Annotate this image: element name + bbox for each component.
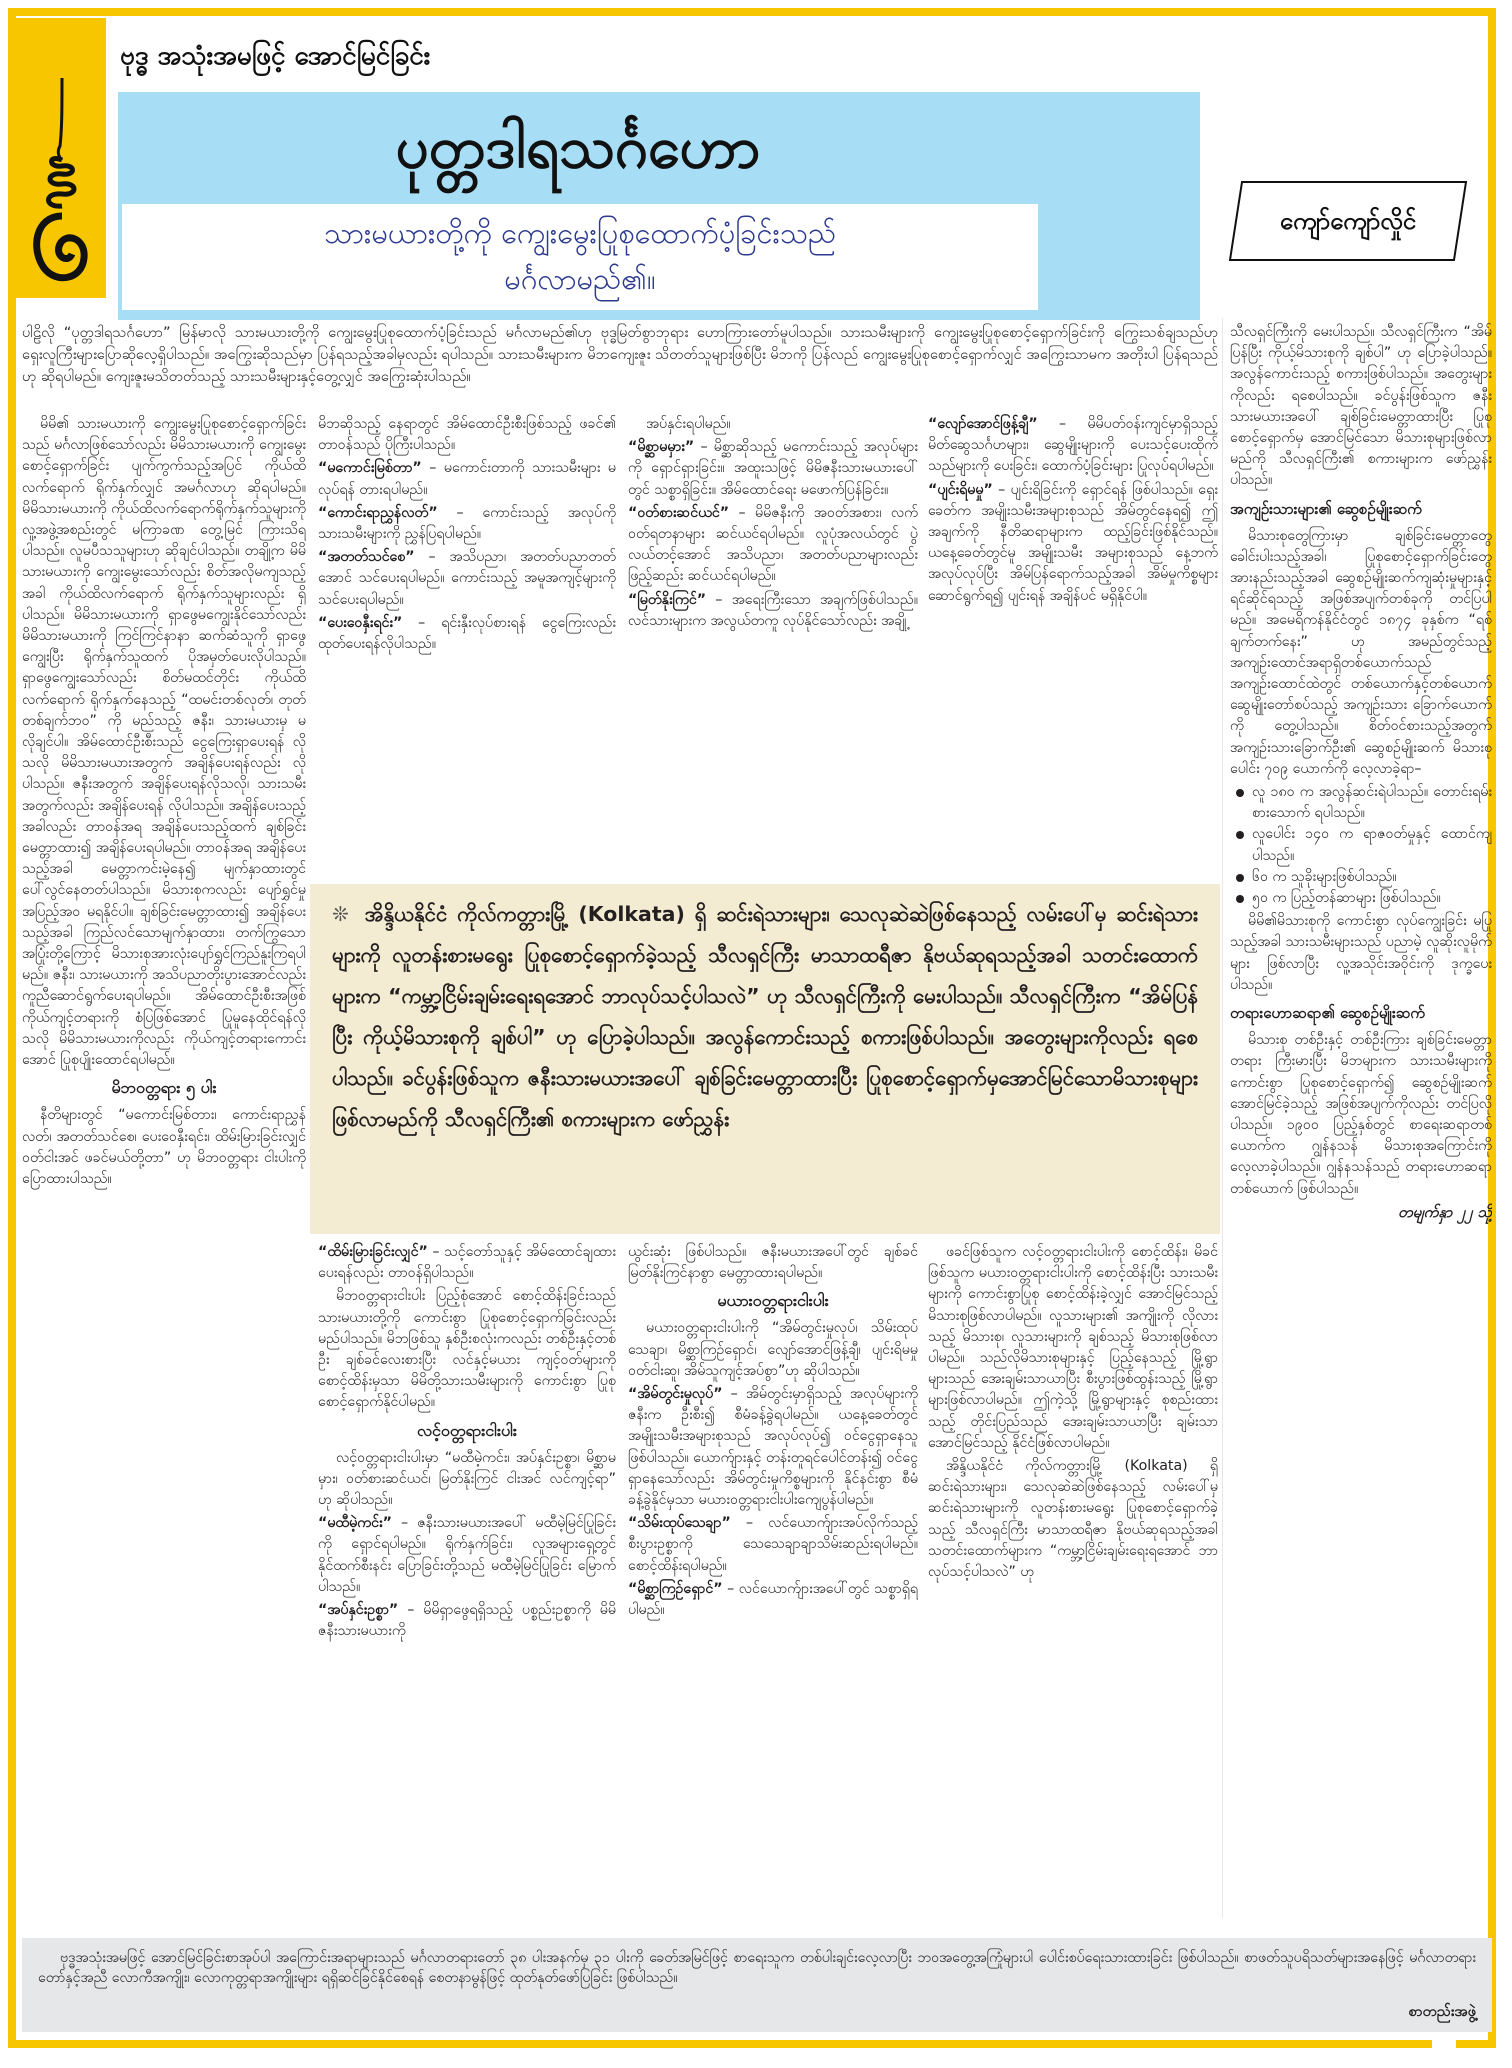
column-4-lower — [928, 1242, 1218, 1922]
term-desc: – အရေးကြီးသော အချက်ဖြစ်ပါသည်။ လင်သားများက အလွယ်တကူ လုပ်နိုင်သော်လည်း အချို့ — [628, 591, 918, 629]
term: “ထိမ်းမြားခြင်းလျှင်” — [318, 1244, 428, 1260]
term-item — [318, 1242, 616, 1284]
author-badge — [1228, 180, 1468, 262]
term-item — [928, 480, 1218, 607]
term-item — [318, 458, 616, 500]
term: “မိစ္ဆာမမှား” — [628, 439, 695, 456]
author-name: ကျော်ကျော်လှိုင် — [1279, 207, 1417, 235]
article-subtitle — [122, 210, 1038, 302]
term-desc: – လင်ယောက်ျားအပ်လိုက်သည့် စီးပွားဥစ္စာကို သေသေချာချာသိမ်းဆည်းရပါမည်။ စောင့်ထိန်းရပါမည်။ — [628, 1515, 918, 1574]
term: “မထီမဲ့ကင်း” — [318, 1515, 392, 1532]
list-item: လူပေါင်း ၁၄၀ က ရာဇဝတ်မှုနှင့် ထောင်ကျပါသည်။ — [1230, 824, 1492, 866]
asterisk-icon: ❊ — [332, 902, 349, 926]
term: “မကောင်းမြစ်တာ” — [318, 460, 422, 477]
column-1 — [22, 414, 306, 1914]
term-desc: – သင့်တော်သူနှင့် အိမ်ထောင်ချထားပေးရန်လည်း တာဝန်ရှိပါသည်။ — [318, 1244, 616, 1282]
paragraph: မိမိ၏မိသားစုကို ကောင်းစွာ လုပ်ကျွေးခြင်း မပြုသည့်အခါ သားသမီးများသည် ပညာမဲ့ လူဆိုးလူမိုက်များ ဖြစ်လာပြီး လူ့အသိုင်းအဝိုင်းကို ဒုက္ခပေးပါသည်။ — [1230, 913, 1492, 993]
subtitle-line-1: သားမယားတို့ကို ကျွေးမွေးပြုစုထောက်ပံ့ခြင်းသည် — [324, 216, 836, 250]
paragraph: မိသားစု တစ်ဦးနှင့် တစ်ဦးကြား ချစ်ခြင်းမေတ္တာတရား ကြီးမားပြီး မိဘများက သားသမီးများကို ကောင်းစွာ ပြုစုစောင့်ရှောက်၍ ဆွေစဉ်မျိုးဆက် အောင်မြင်ခဲ့သည့် အဖြစ်အပျက်ကိုလည်း တင်ပြလိုပါသည်။ ၁၉၀၀ ပြည့်နှစ်တွင် စာရေးဆရာတစ်ယောက်က ဂျွန်နသန် မိသားစုအကြောင်းကို လေ့လာခဲ့ပါသည်။ ဂျွန်နသန်သည် တရားဟောဆရာ တစ်ယောက် ဖြစ်ပါသည်။ — [1230, 1032, 1492, 1197]
paragraph: မိဘဆိုသည့် နေရာတွင် အိမ်ထောင်ဦးစီးဖြစ်သည့် ဖခင်၏ တာဝန်သည် ပိုကြီးပါသည်။ — [318, 416, 616, 454]
term-item — [928, 414, 1218, 478]
term-desc: – ဇနီးသားမယားအပေါ် မထီမဲ့မြင်ပြုခြင်းကို ရှောင်ရပါမည်။ ရိုက်နှက်ခြင်း၊ လူအများရှေ့တွင် နိုင်ထက်စီးနင်း ပြောခြင်းတို့သည် မထီမဲ့မြင်ပြုခြင်း မြောက်ပါသည်။ — [318, 1515, 616, 1595]
term-item — [318, 613, 616, 655]
term-desc: – ပျင်းရိခြင်းကို ရှောင်ရန် ဖြစ်ပါသည်။ ရှေးခေတ်က အမျိုးသမီးအများစုသည် အိမ်တွင်နေရ၍ ဤအချက်ကို နီတိဆရာများက ထည့်ခြင်းဖြစ်နိုင်သည်။ ယနေ့ခေတ်တွင်မူ အမျိုးသမီး အများစုသည် နေ့ဘက်အလုပ်လုပ်ပြီး အိမ်ပြန်ရောက်သည့်အခါ အိမ်မှုကိစ္စများဆောင်ရွက်ရ၍ ပျင်းရန် အချိန်ပင် မရှိနိုင်ပါ။ — [928, 481, 1218, 604]
term-desc: – ကောင်းသည့် အလုပ်ကို သားသမီးများကို ညွှန်ပြရပါမည်။ — [318, 504, 616, 543]
term-item — [318, 547, 616, 611]
term-item — [628, 1579, 918, 1621]
paragraph: သီလရှင်ကြီးကို မေးပါသည်။ သီလရှင်ကြီးက “အိမ်ပြန်ပြီး ကိုယ့်မိသားစုကို ချစ်ပါ” ဟု ပြောခဲ့ပါသည်။ အလွန်ကောင်းသည့် စကားဖြစ်ပါသည်။ အတွေးများကိုလည်း ရစေပါသည်။ ခင်ပွန်းဖြစ်သူက ဇနီးသားမယားအပေါ် ချစ်ခြင်းမေတ္တာထားပြီး ပြုစုစောင့်ရှောက်မှ အောင်မြင်သော မိသားစုများဖြစ်လာမည်ကို သီလရှင်ကြီး၏ စကားများက ဖော်ညွှန်းပါသည်။ — [1230, 324, 1492, 489]
paragraph: မိမိ၏ သားမယားကို ကျွေးမွေးပြုစုစောင့်ရှောက်ခြင်းသည် မင်္ဂလာဖြစ်သော်လည်း မိမိသားမယားကို ကျွေးမွေးစောင့်ရှောက်ခြင်း ပျက်ကွက်သည့်အပြင် ကိုယ်ထိလက်ရောက် ရိုက်နှက်လျှင် အမင်္ဂလာဟု ဆိုရပါမည်။ မိမိသားမယားကို ကိုယ်ထိလက်ရောက်ရိုက်နှက်သူများကို လူ့အဖွဲ့အစည်းတွင် မကြာခဏ တွေ့မြင် ကြားသိရပါသည်။ လူမပီသသူများဟု ဆိုချင်ပါသည်။ တချို့က မိမိသားမယားကို ကျွေးမွေးသော်လည်း စိတ်အလိုမကျသည့်အခါ ကိုယ်ထိလက်ရောက် ရိုက်နှက်သူများလည်း ရှိပါသည်။ မိမိသားမယားကို ရှာဖွေမကျွေးနိုင်သော်လည်း မိမိသားမယားကို ကြင်ကြင်နာနာ ဆက်ဆံသူကို ရှာဖွေကျွေးပြီး ရိုက်နှက်သူထက် ပိုအမှတ်ပေးလိုပါသည်။ ရှာဖွေကျွေးသော်လည်း စိတ်မထင်တိုင်း ကိုယ်ထိလက်ရောက် ရိုက်နှက်နေသည့် “ထမင်းတစ်လုတ်၊ တုတ်တစ်ချက်ဘဝ” ကို မည်သည့် ဇနီး၊ သားမယားမှ မလိုချင်ပါ။ အိမ်ထောင်ဦးစီးသည် ငွေကြေးရှာပေးရန် လိုသလို မိမိသားမယားအတွက် အချိန်ပေးရန်လည်း လိုပါသည်။ ဇနီးအတွက် အချိန်ပေးရန်လိုသလို၊ သားသမီးအတွက်လည်း အချိန်ပေးရန် လိုပါသည်။ အချိန်ပေးသည့်အခါလည်း တာဝန်အရ အချိန်ပေးသည့်ထက် ချစ်ခြင်းမေတ္တာထား၍ အချိန်ပေးရပါမည်။ တာဝန်အရ အချိန်ပေးသည့်အခါ မေတ္တာကင်းမဲ့နေ၍ မျက်နှာထားတွင် ပေါ်လွင်နေတတ်ပါသည်။ မိသားစုကလည်း ပျော်ရွှင်မှုအပြည့်အဝ မရနိုင်ပါ။ ချစ်ခြင်းမေတ္တာထား၍ အချိန်ပေးသည့်အခါ ကြည်လင်သောမျက်နှာထား၊ တက်ကြွသော အပြုံးတို့ကြောင့် မိသားစုအားလုံးပျော်ရွှင်ကြည်နူးကြရပါမည်။ ဇနီး၊ သားမယားကို အသိပညာတိုးပွားအောင်လည်း ကူညီဆောင်ရွက်ပေးရပါမည်။ အိမ်ထောင်ဦးစီးအဖြစ် ကိုယ်ကျင့်တရားကို စံပြဖြစ်အောင် ပြုမူနေထိုင်ရန်လိုသလို မိမိသားမယားကိုလည်း ကိုယ်ကျင့်တရားကောင်းအောင် ပြုစုပျိုးထောင်ရပါမည်။ — [22, 416, 306, 1069]
term: “အိမ်တွင်းမှုလုပ်” — [628, 1386, 723, 1403]
term: “အပ်နှင်းဥစ္စာ” — [318, 1602, 399, 1619]
section-heading: လင့်ဝတ္တရားငါးပါး — [417, 1420, 517, 1440]
term: “အတတ်သင်စေ” — [318, 549, 415, 566]
emblem-panel — [16, 18, 106, 298]
term-desc: – မိမိဇနီးကို အဝတ်အစား၊ လက်ဝတ်ရတနာများ ဆင်ယင်ရပါမည်။ လူပုံအလယ်တွင် ပွဲလယ်တင့်အောင် အသိပညာ၊ အတတ်ပညာများလည်း ဖြည့်ဆည်း ဆင်ယင်ရပါမည်။ — [628, 504, 918, 585]
emblem-icon — [16, 18, 106, 298]
term-desc: – မကောင်းတာကို သားသမီးများ မလုပ်ရန် တားရပါမည်။ — [318, 460, 616, 498]
list-item: ၅၀ က ပြည့်တန်ဆာများ ဖြစ်ပါသည်။ — [1230, 888, 1492, 909]
term-item — [628, 1513, 918, 1577]
term: “ပေးဝေနှီးရင်း” — [318, 614, 403, 631]
section-heading: အကျဉ်းသားများ၏ ဆွေစဉ်မျိုးဆက် — [1230, 499, 1422, 518]
article-title: ပုတ္တဒါရသင်္ဂဟော — [395, 113, 761, 181]
editor-note — [22, 1938, 1492, 2032]
lead-text: ပါဠိလို “ပုတ္တဒါရသင်္ဂဟော” မြန်မာလို သားမယားတို့ကို ကျွေးမွေးပြုစုထောက်ပံ့ခြင်းသည် မင်္ဂလာမည်၏ဟု ဗုဒ္ဓမြတ်စွာဘုရား ဟောကြားတော်မူပါသည်။ သားသမီးများကို ကျွေးမွေးပြုစုစောင့်ရှောက်ခြင်းကို ကြွေးသစ်ချသည်ဟုရှေးလူကြီးများပြောဆိုလေ့ရှိပါသည်။ အကြွေးဆိုသည်မှာ ပြန်ရသည့်အခါမှလည်း ရပါသည်။ သားသမီးများက မိဘကျေးဇူး သိတတ်သူများဖြစ်ပြီး မိဘကို ပြန်လည် ကျွေးမွေးပြုစုစောင့်ရှောက်လျှင် အကြွေးသာမက အတိုးပါ ပြန်ရသည်ဟု ဆိုရပါမည်။ ကျေးဇူးမသိတတ်သည့် သားသမီးများနှင့်တွေ့လျှင် အကြွေးဆုံးပါသည်။ — [22, 324, 1218, 385]
subtitle-box — [122, 204, 1038, 310]
term: “ကောင်းရာညွှန်လတ်” — [318, 504, 438, 521]
lead-paragraph — [22, 322, 1218, 388]
paragraph: မိဘဝတ္တရားငါးပါး ပြည့်စုံအောင် စောင့်ထိန်းခြင်းသည် သားမယားတို့ကို ကောင်းစွာ ပြုစုစောင့်ရှောက်ခြင်းလည်း မည်ပါသည်။ မိဘဖြစ်သူ နှစ်ဦးစလုံးကလည်း တစ်ဦးနှင့်တစ်ဦး ချစ်ခင်လေးစားပြီး လင်နှင့်မယား ကျင့်ဝတ်များကို စောင့်ထိန်းမှသာ မိမိတို့သားသမီးများကို ကောင်းစွာ ပြုစုစောင့်ရှောက်နိုင်ပါမည်။ — [318, 1288, 616, 1411]
paragraph: မိသားစုတွေကြားမှာ ချစ်ခြင်းမေတ္တာတွေ ခေါင်းပါးသည့်အခါ၊ ပြုစုစောင့်ရှောက်ခြင်းတွေ အားနည်းသည့်အခါ ဆွေစဉ်မျိုးဆက်ကျဆုံးမှုများနှင့် ရင်ဆိုင်ရသည့် အဖြစ်အပျက်တစ်ခုကို တင်ပြပါမည်။ အမေရိကန်နိုင်ငံတွင် ၁၈၇၄ ခုနှစ်က “ရစ်ချက်တက်နေး” ဟု အမည်တွင်သည့် အကျဉ်းထောင်အရာရှိတစ်ယောက်သည် အကျဉ်းထောင်ထဲတွင် တစ်ယောက်နှင့်တစ်ယောက် ဆွေမျိုးတော်စပ်သည့် အကျဉ်းသား ခြောက်ယောက်ကို တွေ့ပါသည်။ စိတ်ဝင်စားသည့်အတွက် အကျဉ်းသားခြောက်ဦး၏ ဆွေစဉ်မျိုးဆက် မိသားစုပေါင်း ၇၀၉ ယောက်ကို လေ့လာခဲ့ရာ– — [1230, 527, 1492, 777]
term-desc: – အိမ်တွင်းမှာရှိသည့် အလုပ်များကို ဇနီးက ဦးစီး၍ စီမံခန့်ခွဲရပါမည်။ ယနေ့ခေတ်တွင် အမျိုးသမီးအများစုသည် အလုပ်လုပ်၍ ဝင်ငွေရှာနေသူ ဖြစ်ပါသည်။ ယောက်ျားနှင့် တန်းတူရင်ပေါင်တန်း၍ ဝင်ငွေရှာနေသော်လည်း အိမ်တွင်းမှုကိစ္စများကို နိုင်နင်းစွာ စီမံခန့်ခွဲနိုင်မှသာ မယားဝတ္တရားငါးပါးကျေပွန်ပါမည်။ — [628, 1386, 918, 1509]
column-4 — [928, 414, 1218, 894]
term-desc: – မိမိပတ်ဝန်းကျင်မှာရှိသည့် မိတ်ဆွေသင်္ဂဟများ၊ ဆွေမျိုးများကို ပေးသင့်ပေးထိုက်သည်များကို ပေးခြင်း၊ ထောက်ပံ့ခြင်းများ ပြုလုပ်ရပါမည်။ — [928, 416, 1218, 475]
paragraph: အိန္ဒိယနိုင်ငံ ကိုလ်ကတ္တားမြို့ (Kolkata) ရှိ ဆင်းရဲသားများ၊ သေလုဆဲဆဲဖြစ်နေသည့် လမ်းပေါ်မှ ဆင်းရဲသားများကို လူတန်းစားမရွေး ပြုစုစောင့်ရှောက်ခဲ့သည့် သီလရှင်ကြီး မာသာထရီဇာ နိုဗယ်ဆုရသည့်အခါ သတင်းထောက်များက “ကမ္ဘာ့ငြိမ်းချမ်းရေးရအောင် ဘာလုပ်သင့်ပါသလဲ” ဟု — [928, 1458, 1218, 1581]
column-2 — [318, 414, 616, 894]
paragraph: ဖခင်ဖြစ်သူက လင့်ဝတ္တရားငါးပါးကို စောင့်ထိန်း၊ မိခင်ဖြစ်သူက မယားဝတ္တရားငါးပါးကို စောင့်ထိန်းပြီး သားသမီးများကို ကောင်းစွာပြုစု စောင့်ထိန်းခဲ့လျှင် အောင်မြင်သည့် မိသားစုဖြစ်လာပါမည်။ လူသားများ၏ အကျိုးကို လိုလားသည့် မိသားစု၊ လူသားများကို ချစ်သည့် မိသားစုဖြစ်လာပါမည်။ သည်လိုမိသားစုများနှင့် ပြည့်နေသည့် မြို့ရွာများသည် အေးချမ်းသာယာပြီး စီးပွားဖြစ်ထွန်းသည့် မြို့ရွာများဖြစ်လာပါမည်။ ဤကဲ့သို့ မြို့ရွာများနှင့် စုစည်းထားသည့် တိုင်းပြည်သည် အေးချမ်းသာယာပြီး ချမ်းသာအောင်မြင်သည့် နိုင်ငံဖြစ်လာပါမည်။ — [928, 1244, 1218, 1451]
column-3-lower — [628, 1242, 918, 1922]
statistics-list — [1230, 782, 1492, 909]
frame-gap — [1432, 2040, 1456, 2056]
pull-quote-text: အိန္ဒိယနိုင်ငံ ကိုလ်ကတ္တားမြို့ (Kolkata) ရှိ ဆင်းရဲသားများ၊ သေလုဆဲဆဲဖြစ်နေသည့် လမ်းပေါ်မှ ဆင်းရဲသားများကို လူတန်းစားမရွေး ပြုစုစောင့်ရှောက်ခဲ့သည့် သီလရှင်ကြီး မာသာထရီဇာ နိုဗယ်ဆုရသည့်အခါ သတင်းထောက်များက “ကမ္ဘာ့ငြိမ်းချမ်းရေးရအောင် ဘာလုပ်သင့်ပါသလဲ” ဟု သီလရှင်ကြီးကို မေးပါသည်။ သီလရှင်ကြီးက “အိမ်ပြန်ပြီး ကိုယ့်မိသားစုကို ချစ်ပါ” ဟု ပြောခဲ့ပါသည်။ အလွန်ကောင်းသည့် စကားဖြစ်ပါသည်။ အတွေးများကိုလည်း ရစေပါသည်။ ခင်ပွန်းဖြစ်သူက ဇနီးသားမယားအပေါ် ချစ်ခြင်းမေတ္တာထားပြီး ပြုစုစောင့်ရှောက်မှအောင်မြင်သောမိသားစုများ ဖြစ်လာမည်ကို သီလရှင်ကြီး၏ စကားများက ဖော်ညွှန်း — [332, 902, 1198, 1131]
pull-quote-box — [310, 884, 1220, 1234]
term-desc: – အသိပညာ၊ အတတ်ပညာတတ်အောင် သင်ပေးရပါမည်။ ကောင်းသည့် အမူအကျင့်များကို သင်ပေးရပါမည်။ — [318, 549, 616, 608]
term-item — [628, 590, 918, 632]
column-2-lower — [318, 1242, 616, 1922]
pull-quote — [332, 894, 1198, 1140]
term-item — [318, 503, 616, 545]
section-heading: မယားဝတ္တရားငါးပါး — [717, 1291, 829, 1311]
paragraph: မယားဝတ္တရားငါးပါးကို “အိမ်တွင်းမှုလုပ်၊ သိမ်းထုပ် သေချာ၊ မိစ္ဆာကြဉ်ရှောင်၊ လျော်အောင်ဖြန့်ချီ၊ ပျင်းရိမမှု ဝတ်ငါးဆူ၊ အိမ်သူကျင့်အပ်စွာ”ဟု ဆိုပါသည်။ — [628, 1320, 918, 1379]
term: “လျော်အောင်ဖြန့်ချီ” — [928, 416, 1038, 432]
section-heading: တရားဟောဆရာ၏ ဆွေစဉ်မျိုးဆက် — [1230, 1004, 1425, 1023]
term: “ပျင်းရိမမှု” — [928, 481, 993, 498]
column-5 — [1230, 322, 1492, 1922]
term-item — [628, 437, 918, 501]
list-item: လူ ၁၈၀ က အလွန်ဆင်းရဲပါသည်။ တောင်းရမ်းစားသောက် ရပါသည်။ — [1230, 782, 1492, 824]
term: “မြတ်နိုးကြင်” — [628, 591, 707, 608]
subtitle-line-2: မင်္ဂလာမည်၏။ — [504, 262, 656, 296]
column-3 — [628, 414, 918, 894]
term: “မိစ္ဆာကြဉ်ရှောင်” — [628, 1580, 723, 1597]
term-desc: – မိစ္ဆာဆိုသည့် မကောင်းသည့် အလုပ်များကို ရှောင်ရှားခြင်း။ အထူးသဖြင့် မိမိဇနီးသားမယားပေါ်တွင် သစ္စာရှိခြင်း။ အိမ်ထောင်ရေး မဖောက်ပြန်ခြင်း။ — [628, 439, 918, 498]
section-heading: မိဘဝတ္တရား ၅ ပါး — [111, 1078, 217, 1098]
paragraph: နီတိများတွင် “မကောင်းမြစ်တား၊ ကောင်းရာညွှန်လတ်၊ အတတ်သင်စေ၊ ပေးဝေနှီးရင်း၊ ထိမ်းမြားခြင်းလျှင် ဝတ်ငါးအင် ဖခင်မယ်တို့တာ” ဟု မိဘဝတ္တရား ငါးပါးကို ပြောထားပါသည်။ — [22, 1107, 306, 1187]
term-desc: – မိမိရှာဖွေရရှိသည့် ပစ္စည်းဥစ္စာကို မိမိဇနီးသားမယားကို — [318, 1602, 616, 1640]
editor-note-text: ဗုဒ္ဓအသုံးအမဖြင့် အောင်မြင်ခြင်းစာအုပ်ပါ အကြောင်းအရာများသည် မင်္ဂလာတရားတော် ၃၈ ပါးအနက်မှ ၃၁ ပါးကို ခေတ်အမြင်ဖြင့် စာရေးသူက တစ်ပါးချင်းလေ့လာပြီး ဘဝအတွေ့အကြုံများပါ ပေါင်းစပ်ရေးသားထားခြင်း ဖြစ်ပါသည်။ စာဖတ်သူပရိသတ်များအနေဖြင့် မင်္ဂလာတရားတော်နှင့်အညီ လောကီအကျိုး၊ လောကုတ္တရာအကျိုးများ ရရှိဆင်ခြင်နိုင်စေရန် စေတနာမွန်ဖြင့် ထုတ်နုတ်ဖော်ပြခြင်း ဖြစ်ပါသည်။ — [38, 1950, 1476, 1986]
list-item: ၆၀ က သူခိုးများဖြစ်ပါသည်။ — [1230, 867, 1492, 888]
term: “သိမ်းထုပ်သေချာ” — [628, 1515, 731, 1532]
term-item — [318, 1600, 616, 1642]
editor-signature: စာတည်းအဖွဲ့ — [1408, 2004, 1476, 2020]
paragraph: လင့်ဝတ္တရားငါးပါးမှာ “မထီမဲ့ကင်း၊ အပ်နှင်းဥစ္စာ၊ မိစ္ဆာမမှား၊ ဝတ်စားဆင်ယင်၊ မြတ်နိုးကြင် ငါးအင် လင်ကျင့်ရာ” ဟု ဆိုပါသည်။ — [318, 1449, 616, 1509]
term: “ဝတ်စားဆင်ယင်” — [628, 504, 730, 521]
term-desc: – လင်ယောက်ျားအပေါ်တွင် သစ္စာရှိရပါမည်။ — [628, 1580, 918, 1619]
term-item — [628, 503, 918, 588]
title-band — [118, 92, 1200, 320]
term-item — [318, 1513, 616, 1598]
term-item — [628, 1384, 918, 1511]
paragraph: ယွင်းဆုံး ဖြစ်ပါသည်။ ဇနီးမယားအပေါ်တွင် ချစ်ခင်မြတ်နိုးကြင်နာစွာ မေတ္တာထားရပါမည်။ — [628, 1244, 918, 1282]
column-divider — [1222, 318, 1223, 1918]
term-desc: – ရင်းနှီးလုပ်စားရန် ငွေကြေးလည်းထုတ်ပေးရန်လိုပါသည်။ — [318, 614, 616, 653]
paragraph: အပ်နှင်းရပါမည်။ — [646, 416, 731, 432]
continued-on: တမျက်နှာ ၂၂ သို့ — [1398, 1202, 1492, 1221]
series-title: ဗုဒ္ဓ အသုံးအမဖြင့် အောင်မြင်ခြင်း — [120, 41, 431, 71]
